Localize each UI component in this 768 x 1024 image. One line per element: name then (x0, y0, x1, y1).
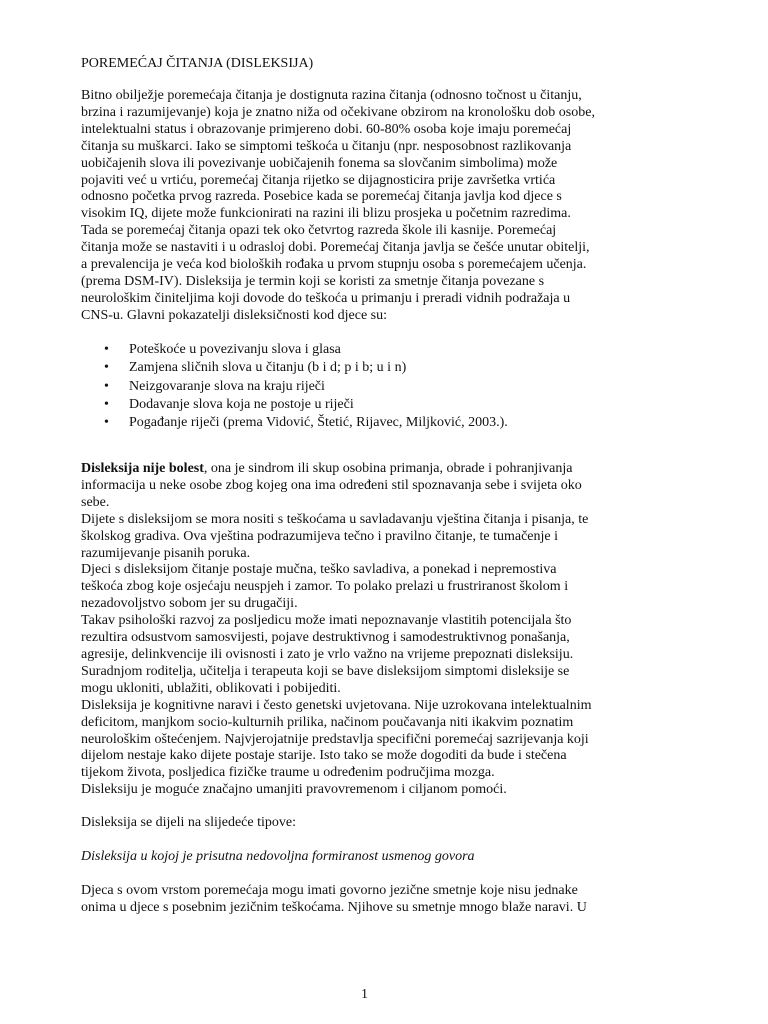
text-line: Disleksiju je moguće značajno umanjiti pravovremenom i ciljanom pomoći. (81, 782, 507, 798)
text-line (81, 461, 663, 478)
indicators-list (104, 341, 508, 432)
text-line: Takav psihološki razvoj za posljedicu može imati nepoznavanje vlastitih potencijala što (81, 613, 572, 629)
text-line: deficitom, manjkom socio-kulturnih prilika, načinom poučavanja niti ikakvim poznatim (81, 714, 574, 730)
types-intro (81, 815, 663, 832)
text-line: razumijevanje pisanih poruka. (81, 545, 251, 561)
list-item: • Pogađanje riječi (prema Vidović, Štetić, Rijavec, Miljković, 2003.). (104, 414, 508, 432)
text-line: Djeci s disleksijom čitanje postaje mučna, teško savladiva, a ponekad i nepremostiva (81, 562, 557, 578)
text-line: neurološkim činiteljima koji dovode do teškoća u primanju i preradi vidnih podražaja u (81, 290, 571, 306)
text-line: Disleksija je kognitivne naravi i često genetski uvjetovana. Nije uzrokovana intelektualnim (81, 697, 592, 713)
text-line: agresije, delinkvencije ili ovisnosti i zato je vrlo važno na vrijeme prepoznati disleksiju. (81, 646, 574, 662)
text-line: brzina i razumijevanje) koja je znatno niža od očekivane obzirom na kronološku dob osobe, (81, 104, 595, 120)
list-item: • Poteškoće u povezivanju slova i glasa (104, 341, 508, 359)
text-line: Bitno obilježje poremećaja čitanja je dostignuta razina čitanja (odnosno točnost u čitanju, (81, 88, 582, 103)
text-line: a prevalencija je veća kod bioloških rođaka u prvom stupnju osoba s poremećajem učenja. (81, 257, 587, 273)
text-line: rezultira odsustvom samosvijesti, pojave destruktivnog i samodestruktivnog ponašanja, (81, 630, 570, 646)
text-line: visokim IQ, dijete može funkcionirati na razini ili blizu prosjeka u početnim razredima. (81, 206, 571, 222)
text-line: tijekom života, posljedica fizičke traume u određenim područjima mozga. (81, 765, 495, 781)
text-line: informacija u neke osobe zbog kojeg ona ima određeni stil spoznavanja sebe i svijeta oko (81, 477, 582, 493)
list-item: • Dodavanje slova koja ne postoje u riječi (104, 396, 508, 414)
text-line: Djeca s ovom vrstom poremećaja mogu imati govorno jezične smetnje koje nisu jednake (81, 883, 578, 898)
text-line: Tada se poremećaj čitanja opazi tek oko četvrtog razreda škole ili kasnije. Poremećaj (81, 223, 557, 239)
text-line: čitanja može se nastaviti i u odrasloj dobi. Poremećaj čitanja javlja se češće unutar obitelji, (81, 240, 590, 256)
text-line: teškoća zbog koje osjećaju neuspjeh i zamor. To polako prelazi u frustriranost školom i (81, 579, 569, 595)
text-line: intelektualni status i obrazovanje primjereno dobi. 60-80% osoba koje imaju poremećaj (81, 121, 572, 137)
text-line: uobičajenih slova ili povezivanje uobičajenih fonema sa slovčanim simbolima) može (81, 155, 558, 171)
text-line: neurološkim oštećenjem. Najvjerojatnije predstavlja specifični poremećaj sazrijevanja koji (81, 731, 589, 747)
list-item: • Zamjena sličnih slova u čitanju (b i d; p i b; u i n) (104, 359, 508, 377)
text-line: sebe. (81, 494, 110, 510)
list-item: • Neizgovaranje slova na kraju riječi (104, 378, 508, 396)
page-number: 1 (361, 987, 368, 1002)
text-line: Disleksija u kojoj je prisutna nedovoljna formiranost usmenog govora (81, 849, 475, 864)
paragraph-reading-disorder (81, 88, 663, 325)
paragraph-oral-speech (81, 883, 663, 917)
type-heading (81, 849, 663, 866)
text-line: Suradnjom roditelja, učitelja i terapeuta koji se bave disleksijom simptomi disleksije se (81, 663, 570, 679)
text-line: čitanja su muškarci. Iako se simptomi teškoća u čitanju (npr. nesposobnost razlikovanja (81, 138, 572, 154)
text-line: mogu ukloniti, ublažiti, oblikovati i pobijediti. (81, 680, 341, 696)
text-line: Disleksija se dijeli na slijedeće tipove: (81, 815, 296, 830)
paragraph-not-disease (81, 461, 663, 799)
text-line: nezadovoljstvo sobom jer su drugačiji. (81, 596, 298, 612)
bold-lead-text: Disleksija nije bolest (81, 461, 204, 476)
text-line: dijelom nestaje kako dijete postaje starije. Isto tako se može dogoditi da bude i stečena (81, 748, 567, 764)
document-title: POREMEĆAJ ČITANJA (DISLEKSIJA) (81, 56, 314, 71)
text-line: (prema DSM-IV). Disleksija je termin koji se koristi za smetnje čitanja povezane s (81, 273, 545, 289)
text-span: , ona je sindrom ili skup osobina primanja, obrade i pohranjivanja (203, 461, 573, 476)
text-line: CNS-u. Glavni pokazatelji disleksičnosti kod djece su: (81, 307, 388, 323)
text-line: odnosno početka prvog razreda. Posebice kada se poremećaj čitanja javlja kod djece s (81, 189, 562, 205)
text-line: školskog gradiva. Ova vještina podrazumijeva tečno i pravilno čitanje, te tumačenje i (81, 528, 559, 544)
text-line: Dijete s disleksijom se mora nositi s teškoćama u savladavanju vještina čitanja i pisanja, te (81, 511, 589, 527)
text-line: pojaviti već u vrtiću, poremećaj čitanja rijetko se dijagnosticira prije završetka vrtića (81, 172, 556, 188)
text-line: onima u djece s posebnim jezičnim teškoćama. Njihove su smetnje mnogo blaže naravi. U (81, 899, 587, 915)
